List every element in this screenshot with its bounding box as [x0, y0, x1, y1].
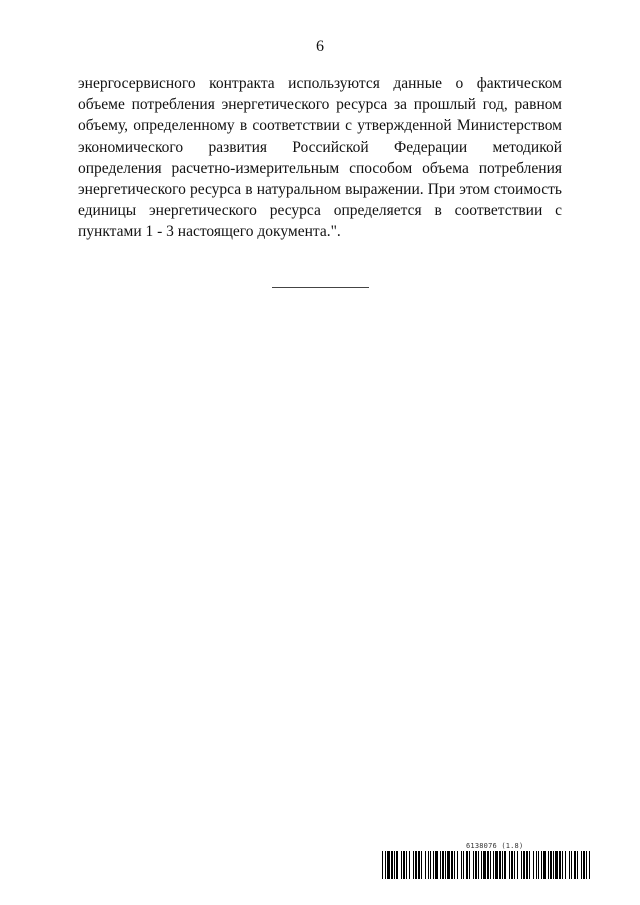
- barcode-bar: [569, 851, 570, 879]
- barcode-bar: [493, 851, 494, 879]
- barcode-bar: [583, 851, 585, 879]
- barcode-bar: [469, 851, 470, 879]
- barcode-bar: [555, 851, 558, 879]
- separator-line: [272, 287, 369, 288]
- barcode-bar: [574, 851, 576, 879]
- barcode-bar: [571, 851, 572, 879]
- barcode-bar: [385, 851, 386, 879]
- barcode-bar: [481, 851, 482, 879]
- barcode-bar: [447, 851, 450, 879]
- barcode-bar: [487, 851, 489, 879]
- barcode-bar: [409, 851, 410, 879]
- barcode-bar: [463, 851, 464, 879]
- barcode-bar: [461, 851, 462, 879]
- page-number: 6: [316, 38, 324, 55]
- barcode-bar: [550, 851, 552, 879]
- barcode-bar: [403, 851, 405, 879]
- barcode-bar: [511, 851, 513, 879]
- barcode-bar: [499, 851, 501, 879]
- barcode-bar: [559, 851, 561, 879]
- barcode-bar: [430, 851, 431, 879]
- barcode-bar: [445, 851, 446, 879]
- barcode-bar: [457, 851, 458, 879]
- barcode-bar: [483, 851, 486, 879]
- barcode-bar: [415, 851, 417, 879]
- barcode-bar: [394, 851, 395, 879]
- barcode-bar: [475, 851, 477, 879]
- barcode-bar: [543, 851, 546, 879]
- barcode-bar: [490, 851, 491, 879]
- barcode-bar: [413, 851, 414, 879]
- barcode-bar: [428, 851, 429, 879]
- barcode-bar: [382, 851, 383, 879]
- barcode-bar: [577, 851, 578, 879]
- body-paragraph: энергосервисного контракта используются данные о фактическом объеме потребления энергетического ресурса за прошлый год, равном объему, определенному в соответствии с утвержденной Министерством экономического развития Российской Федерации методикой определения расчетно-измерительным способом объема потребления энергетического ресурса в натуральном выражении. При этом стоимость единицы энергетического ресурса определяется в соответствии с пунктами 1 - 3 настоящего документа.".: [78, 75, 562, 241]
- barcode-bar: [442, 851, 444, 879]
- barcode-bar: [581, 851, 582, 879]
- barcode-bar: [589, 851, 590, 879]
- barcode-bar: [509, 851, 510, 879]
- barcode-bar: [538, 851, 539, 879]
- barcode-bar: [425, 851, 426, 879]
- barcode-bar: [562, 851, 563, 879]
- barcode-bar: [565, 851, 566, 879]
- barcode-bar: [514, 851, 515, 879]
- barcode-bar: [435, 851, 438, 879]
- barcode-bar: [478, 851, 479, 879]
- barcode-bar: [418, 851, 420, 879]
- barcode-bar: [529, 851, 530, 879]
- barcode-bar: [451, 851, 453, 879]
- barcode-bar: [473, 851, 474, 879]
- barcode-bar: [396, 851, 398, 879]
- barcode-bar: [466, 851, 468, 879]
- barcode-bar: [548, 851, 549, 879]
- barcode-bar: [502, 851, 503, 879]
- barcode-bar: [517, 851, 518, 879]
- barcode-bar: [533, 851, 534, 879]
- barcode-bar: [553, 851, 554, 879]
- barcode-bar: [521, 851, 522, 879]
- barcode-bar: [536, 851, 537, 879]
- barcode-bar: [391, 851, 393, 879]
- barcode-bar: [495, 851, 498, 879]
- barcode-bar: [387, 851, 390, 879]
- barcode-bar: [440, 851, 441, 879]
- barcode-bar: [526, 851, 528, 879]
- barcode: [382, 851, 590, 879]
- barcode-bar: [586, 851, 587, 879]
- barcode-bar: [454, 851, 455, 879]
- barcode-bar: [406, 851, 407, 879]
- barcode-bar: [421, 851, 422, 879]
- barcode-code: 6138076 (1.8): [466, 842, 524, 850]
- barcode-bar: [433, 851, 434, 879]
- barcode-bar: [401, 851, 402, 879]
- barcode-bar: [504, 851, 506, 879]
- barcode-bar: [523, 851, 525, 879]
- barcode-bar: [541, 851, 542, 879]
